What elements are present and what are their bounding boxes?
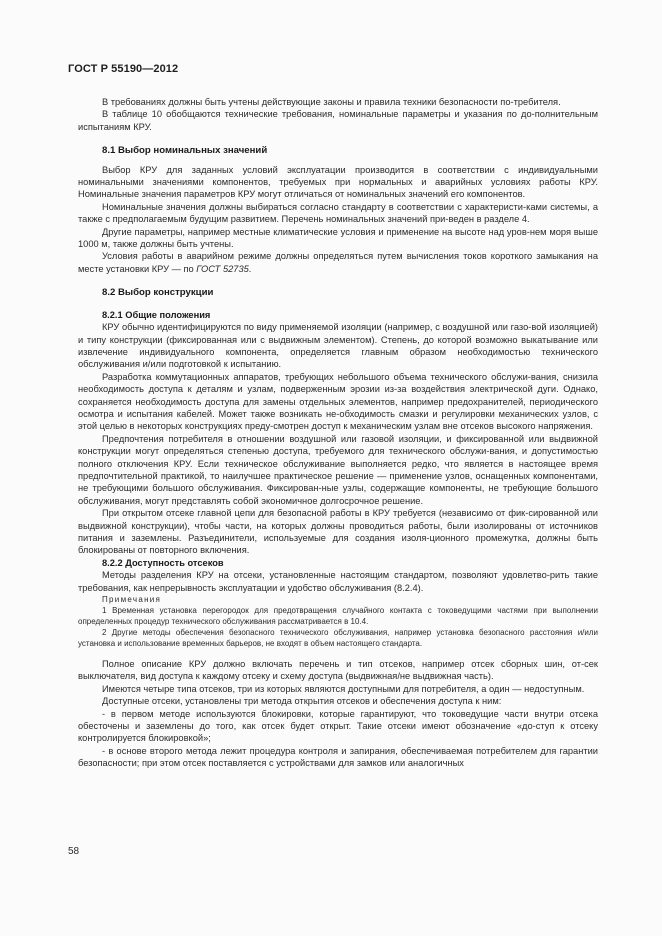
paragraph: При открытом отсеке главной цепи для безопасной работы в КРУ требуется (независимо от фик-сированной или выдвижной конструкции), чтобы части, на которых должны проводиться работы, были изолированы от источников питания и заземлены. Разъединители, используемые для создания изоля-ционного промежутка, должны быть блокированы от повторного включения.: [78, 508, 598, 556]
paragraph: Выбор КРУ для заданных условий эксплуатации производится в соответствии с индивидуальными номинальными значениями компонентов, требуемых при нормальных и аварийных условиях работы КРУ. Номинальные значения параметров КРУ могут отличаться от номинальных значений его компонентов.: [78, 164, 598, 200]
paragraph: Имеются четыре типа отсеков, три из которых являются доступными для потребителя, а один — недоступным.: [102, 683, 585, 694]
list-item: - в первом методе используются блокировки, которые гарантируют, что токоведущие части внутри отсека обесточены и заземлены до того, как отсек будет открыт. Такие отсеки имеют обозначение «до-ступ к отсеку контролируется блокировкой»;: [78, 708, 598, 744]
paragraph: КРУ обычно идентифицируются по виду применяемой изоляции (например, с воздушной или газо-вой изоляцией) и типу конструкции (фиксированная или с выдвижным элементом). Степень, до которой возможно выкатывание или извлечение индивидуального компонента, определяется главным образом необходимостью технического обслуживания и/или подготовкой к испытанию.: [78, 322, 598, 370]
paragraph: В требованиях должны быть учтены действующие законы и правила техники безопасности по-требителя.: [102, 97, 561, 107]
paragraph: Полное описание КРУ должно включать перечень и тип отсеков, например отсек сборных шин, от-сек выключателя, вид доступа к каждому отсеку и схему доступа (выдвижная/не выдвижная часть).: [78, 659, 598, 682]
standard-reference-link[interactable]: ГОСТ 52735: [196, 263, 249, 274]
paragraph: В таблице 10 обобщаются технические требования, номинальные параметры и указания по до-полнительным испытаниям КРУ.: [78, 109, 598, 132]
document-body: [78, 96, 598, 770]
paragraph: Методы разделения КРУ на отсеки, установленные настоящим стандартом, позволяют удовлетво-рить такие требования, как непрерывность эксплуатации и удобство обслуживания (8.2.4).: [78, 570, 598, 593]
notes-heading: Примечания: [102, 595, 162, 605]
paragraph: Доступные отсеки, установлены три метода открытия отсеков и обеспечения доступа к ним:: [102, 696, 502, 707]
paragraph: Предпочтения потребителя в отношении воздушной или газовой изоляции, и фиксированной или выдвижной конструкции могут определяться степенью доступа, требуемого для технического обслужи-вания, и допустимостью полного отключения КРУ. Если техническое обслуживание выполняется редко, что является в настоящее время предпочтительной практикой, то наилучшее практическое решение — применение узлов, оснащенных компонентами, не требующими большого обслуживания. Фиксирован-ные узлы, содержащие компоненты, не требующие большого обслуживания, могут представлять собой экономичное долгосрочное решение.: [78, 433, 598, 506]
paragraph: Другие параметры, например местные климатические условия и применение на высоте над уров-нем моря выше 1000 м, также должны быть учтены.: [78, 226, 598, 250]
section-heading-8-1: 8.1 Выбор номинальных значений: [102, 145, 268, 157]
subsection-heading-8-2-2: 8.2.2 Доступность отсеков: [102, 557, 224, 568]
list-item: - в основе второго метода лежит процедура контроля и запирания, обеспечиваемая потребителем для гарантии безопасности; при этом отсек поставляется с устройствами для замков или аналогичных: [78, 745, 598, 769]
paragraph: Разработка коммутационных аппаратов, требующих небольшого объема технического обслужи-вания, снизила необходимость доступа к деталям и узлам, подверженным эрозии из-за воздействия электрической дуги. Однако, сохраняется необходимость доступа для замены отдельных элементов, например предохранителей, периодического осмотра и испытания кабелей. Может также возникать не-обходимость смазки и регулировки механических узлов, с этой целью в некоторых конструкциях преду-смотрен доступ к механическим узлам вне отсеков высокого напряжения.: [78, 371, 598, 432]
paragraph: Условия работы в аварийном режиме должны определяться путем вычисления токов короткого замыкания на месте установки КРУ — по ГОСТ 52735.: [78, 251, 598, 274]
note-item: 2 Другие методы обеспечения безопасного технического обслуживания, например установка безопасного расстояния и/или установка и использование временных барьеров, не входят в объем настоящего стандарта.: [78, 628, 598, 649]
note-item: 1 Временная установка перегородок для предотвращения случайного контакта с токоведущими частями при выполнении определенных процедур технического обслуживания рассматривается в 10.4.: [78, 606, 598, 627]
subsection-heading-8-2-1: 8.2.1 Общие положения: [102, 309, 211, 320]
section-heading-8-2: 8.2 Выбор конструкции: [102, 287, 214, 299]
paragraph-text: Условия работы в аварийном режиме должны определяться путем вычисления токов короткого замыкания на месте установки КРУ — по: [78, 251, 598, 274]
page-number: 58: [68, 846, 80, 857]
paragraph: Номинальные значения должны выбираться согласно стандарту в соответствии с характеристи-ками системы, а также с предполагаемым будущим развитием. Перечень номинальных значений при-веден в разделе 4.: [78, 201, 598, 225]
document-header: ГОСТ Р 55190—2012: [68, 63, 179, 75]
